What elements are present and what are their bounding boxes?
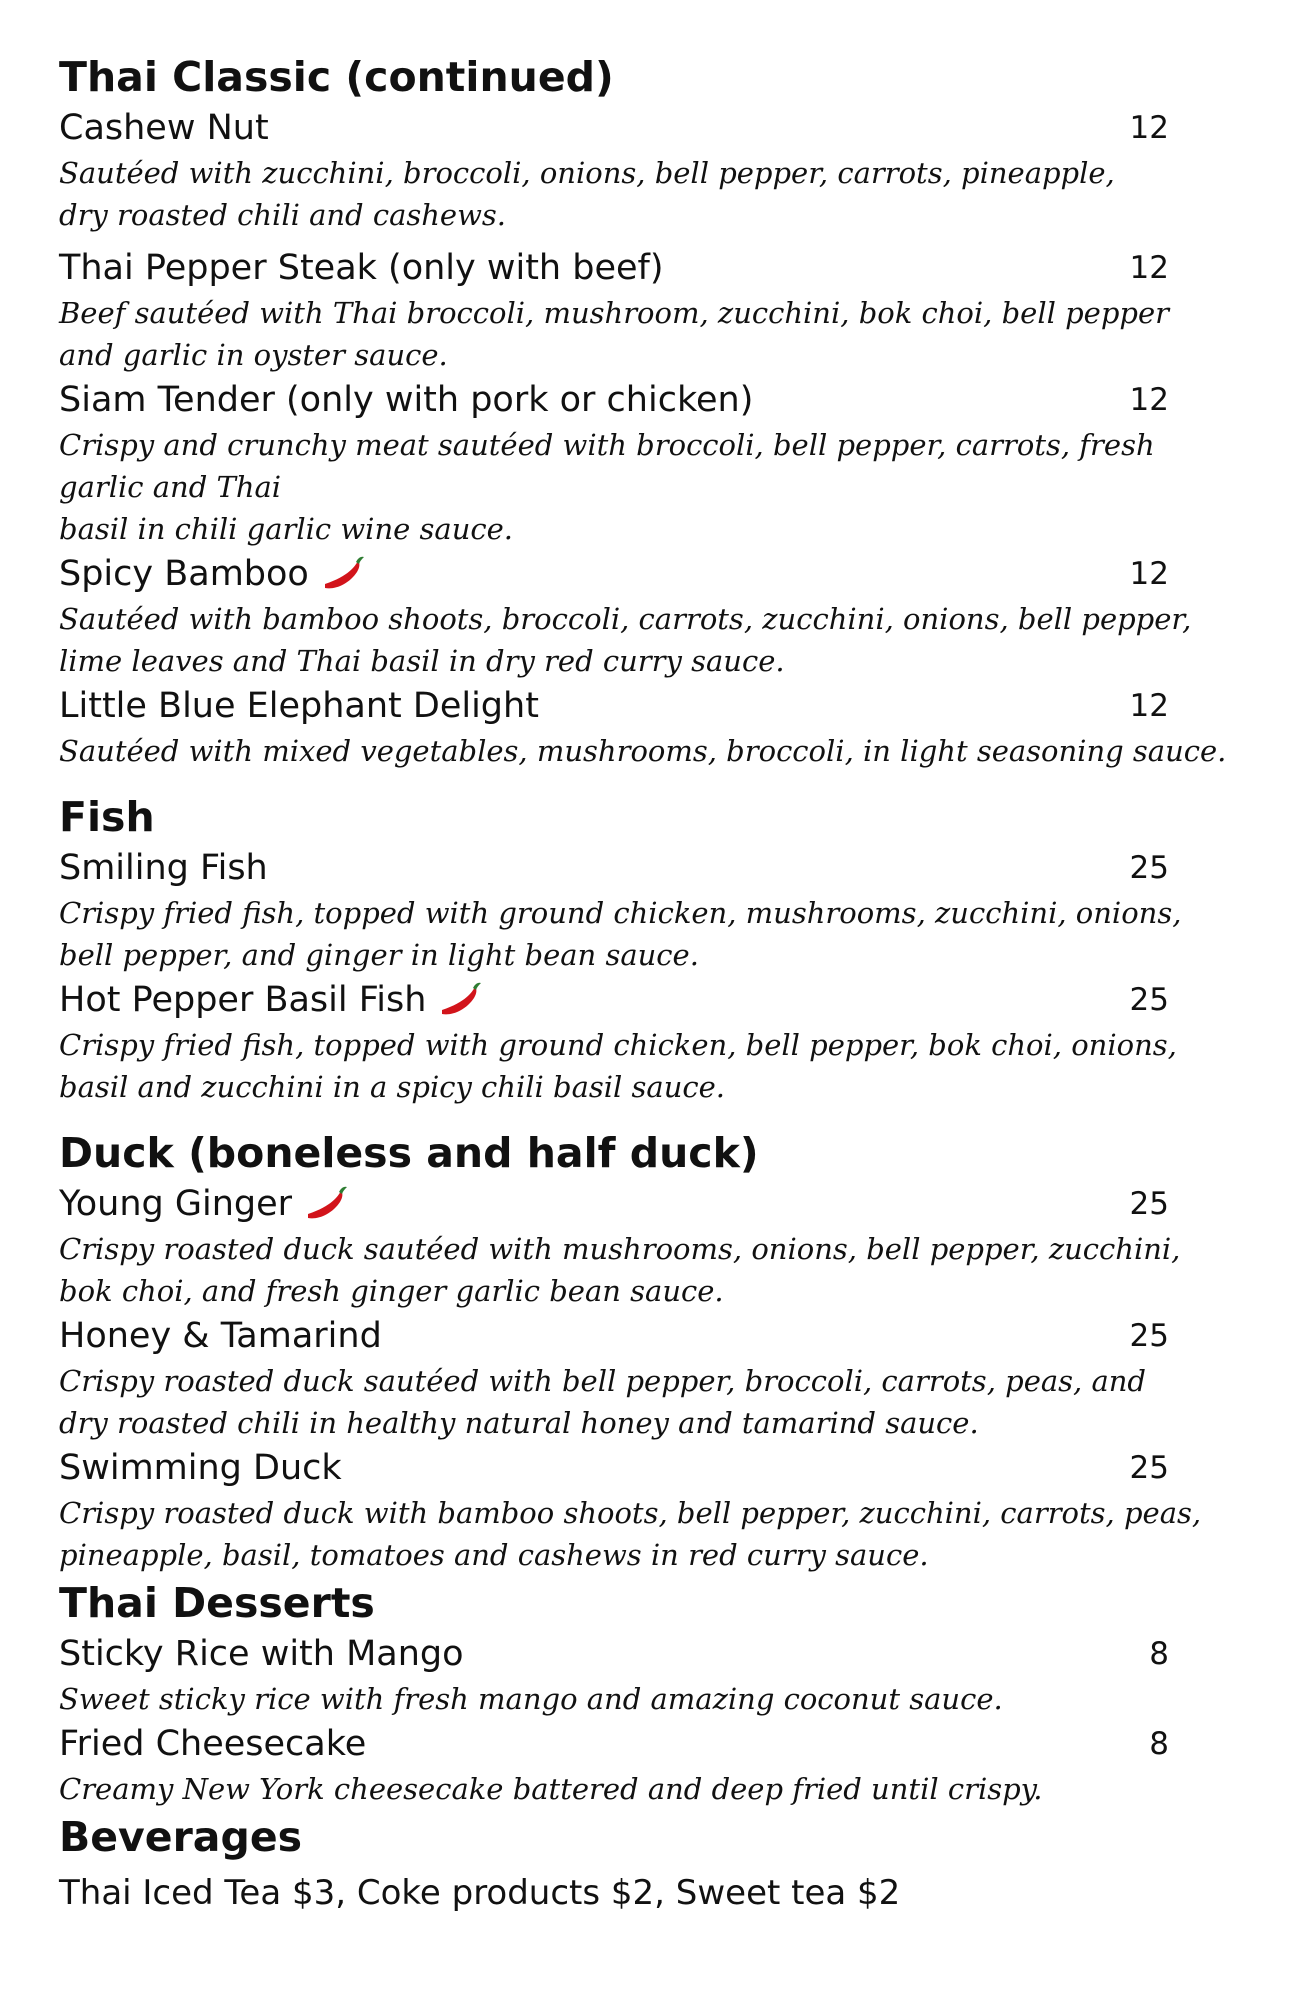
item-name-wrap <box>59 976 484 1024</box>
item-price: 8 <box>1149 1726 1169 1762</box>
item-price: 8 <box>1149 1636 1169 1672</box>
item-description: Crispy fried fish, topped with ground chicken, mushrooms, zucchini, onions, bell pepper, and ginger in light bean sauce. <box>59 896 1182 972</box>
item-description: Sautéed with bamboo shoots, broccoli, carrots, zucchini, onions, bell pepper, lime leaves and Thai basil in dry red curry sauce. <box>59 602 1192 678</box>
section-title-fish: Fish <box>59 793 155 841</box>
chili-pepper-icon <box>302 1184 350 1224</box>
item-price: 25 <box>1129 982 1169 1018</box>
menu-item <box>59 550 1239 682</box>
item-name-wrap <box>59 1180 350 1228</box>
item-price: 25 <box>1129 1186 1169 1222</box>
item-price: 12 <box>1129 110 1169 146</box>
menu-item <box>59 1720 1239 1810</box>
item-description: Crispy roasted duck sautéed with mushrooms, onions, bell pepper, zucchini, bok choi, and fresh ginger garlic bean sauce. <box>59 1232 1181 1308</box>
item-price: 12 <box>1129 250 1169 286</box>
item-price: 12 <box>1129 688 1169 724</box>
item-price: 12 <box>1129 382 1169 418</box>
item-description: Crispy roasted duck with bamboo shoots, bell pepper, zucchini, carrots, peas, pineapple, basil, tomatoes and cashews in red curry sauce. <box>59 1496 1202 1572</box>
item-name: Cashew Nut <box>59 108 269 148</box>
item-name: Swimming Duck <box>59 1448 342 1488</box>
item-description: Crispy and crunchy meat sautéed with broccoli, bell pepper, carrots, fresh garlic and Thai basil in chili garlic wine sauce. <box>59 428 1155 546</box>
item-name: Fried Cheesecake <box>59 1724 367 1764</box>
item-name: Honey & Tamarind <box>59 1316 382 1356</box>
menu-item <box>59 1630 1239 1720</box>
menu-item <box>59 1180 1239 1312</box>
menu-item <box>59 104 1239 236</box>
section-title-duck: Duck (boneless and half duck) <box>59 1129 759 1177</box>
section-title-desserts: Thai Desserts <box>59 1579 375 1627</box>
item-name: Little Blue Elephant Delight <box>59 686 539 726</box>
item-price: 25 <box>1129 850 1169 886</box>
section-title-thai-classic: Thai Classic (continued) <box>59 53 614 101</box>
item-name: Young Ginger <box>59 1184 293 1224</box>
item-description: Crispy fried fish, topped with ground chicken, bell pepper, bok choi, onions, basil and zucchini in a spicy chili basil sauce. <box>59 1028 1177 1104</box>
item-description: Beef sautéed with Thai broccoli, mushroom, zucchini, bok choi, bell pepper and garlic in oyster sauce. <box>59 296 1169 372</box>
menu-item <box>59 844 1239 976</box>
item-name: Thai Pepper Steak (only with beef) <box>59 248 664 288</box>
menu-item <box>59 1312 1239 1444</box>
item-price: 25 <box>1129 1318 1169 1354</box>
chili-pepper-icon <box>436 980 484 1020</box>
item-description: Crispy roasted duck sautéed with bell pepper, broccoli, carrots, peas, and dry roasted chili in healthy natural honey and tamarind sauce. <box>59 1364 1146 1440</box>
item-description: Sweet sticky rice with fresh mango and amazing coconut sauce. <box>59 1682 1003 1716</box>
menu-item <box>59 376 1239 550</box>
menu-item <box>59 682 1239 772</box>
menu-item <box>59 244 1239 376</box>
beverages-text: Thai Iced Tea $3, Coke products $2, Sweet tea $2 <box>59 1873 901 1913</box>
item-description: Sautéed with mixed vegetables, mushrooms, broccoli, in light seasoning sauce. <box>59 734 1227 768</box>
item-name: Sticky Rice with Mango <box>59 1634 464 1674</box>
chili-pepper-icon <box>319 554 367 594</box>
item-price: 12 <box>1129 556 1169 592</box>
item-description: Sautéed with zucchini, broccoli, onions, bell pepper, carrots, pineapple, dry roasted chili and cashews. <box>59 156 1115 232</box>
item-name-wrap <box>59 550 367 598</box>
menu-item <box>59 1444 1239 1576</box>
item-name: Spicy Bamboo <box>59 554 309 594</box>
menu-page <box>59 50 1239 1918</box>
item-description: Creamy New York cheesecake battered and deep fried until crispy. <box>59 1772 1043 1806</box>
item-name: Siam Tender (only with pork or chicken) <box>59 380 754 420</box>
item-name: Smiling Fish <box>59 848 268 888</box>
item-price: 25 <box>1129 1450 1169 1486</box>
menu-item <box>59 976 1239 1108</box>
section-title-beverages: Beverages <box>59 1813 303 1861</box>
item-name: Hot Pepper Basil Fish <box>59 980 427 1020</box>
